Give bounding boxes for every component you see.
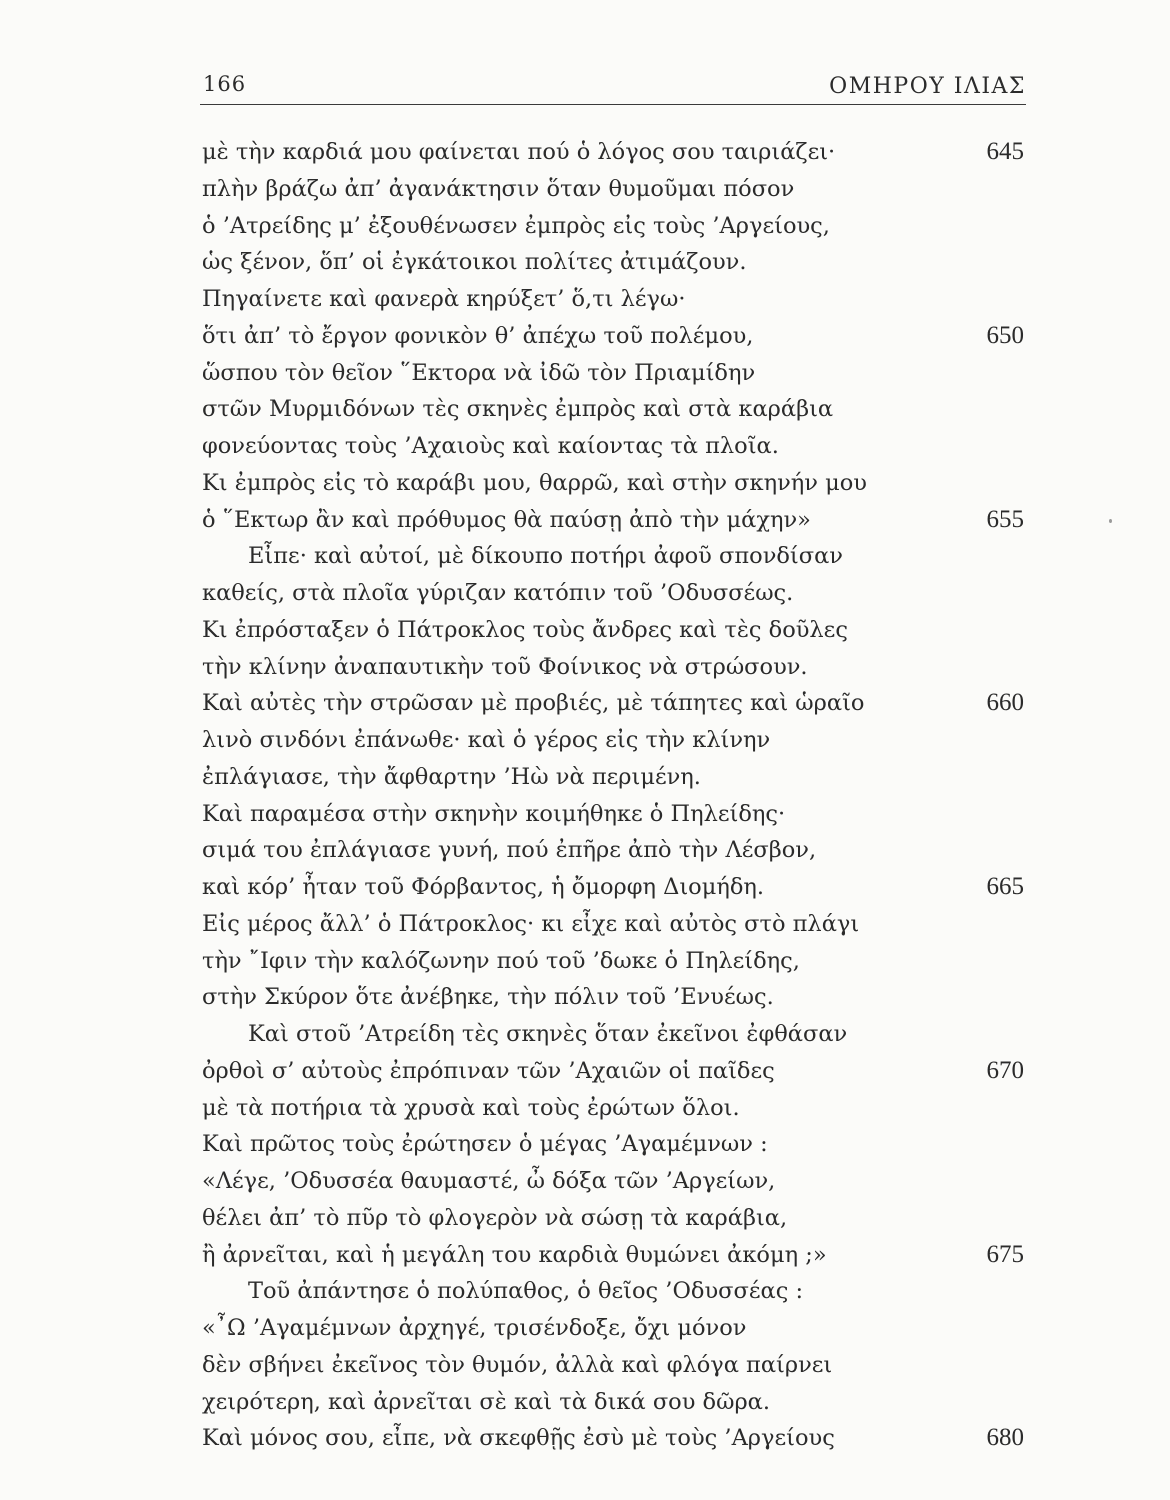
verse-text: θέλει ἀπ’ τὸ πῦρ τὸ φλογερὸν νὰ σώσῃ τὰ καράβια, <box>202 1204 788 1231</box>
verse-line <box>202 612 1026 649</box>
verse-text: τὴν κλίνην ἀναπαυτικὴν τοῦ Φοίνικος νὰ στρώσουν. <box>202 653 808 680</box>
verse-line <box>202 979 1026 1016</box>
verse-text: μὲ τὰ ποτήρια τὰ χρυσὰ καὶ τοὺς ἐρώτων ὅλοι. <box>202 1094 740 1121</box>
verse-line <box>202 1347 1026 1384</box>
verse-text: ἐπλάγιασε, τὴν ἄφθαρτην ’Ηὼ νὰ περιμένη. <box>202 763 701 790</box>
verse-text: Τοῦ ἀπάντησε ὁ πολύπαθος, ὁ θεῖος ’Οδυσσέας : <box>248 1278 804 1305</box>
verse-line <box>202 906 1026 943</box>
verse-text: τὴν ῎Ιφιν τὴν καλόζωνην πού τοῦ ’δωκε ὁ Πηλείδης, <box>202 947 800 974</box>
verse-line <box>202 428 1026 465</box>
verse-text: Καὶ παραμέσα στὴν σκηνὴν κοιμήθηκε ὁ Πηλείδης· <box>202 800 786 827</box>
verse-number: 680 <box>986 1424 1024 1452</box>
verse-text: καὶ κόρ’ ἦταν τοῦ Φόρβαντος, ἡ ὄμορφη Διομήδη. <box>202 874 765 900</box>
verse-text: ὁ ’Ατρείδης μ’ ἐξουθένωσεν ἐμπρὸς εἰς τοὺς ’Αργείους, <box>202 212 830 239</box>
verse-line <box>202 796 1026 833</box>
verse-text: ὀρθοὶ σ’ αὐτοὺς ἐπρόπιναν τῶν ’Αχαιῶν οἱ παῖδες <box>202 1057 775 1084</box>
verse-line <box>202 1053 1026 1090</box>
verse-text: Καὶ αὐτὲς τὴν στρῶσαν μὲ προβιές, μὲ τάπητες καὶ ὡραῖο <box>202 690 865 717</box>
verse-line <box>202 244 1026 281</box>
verse-line <box>202 281 1026 318</box>
verse-line <box>202 1016 1026 1053</box>
verse-text: χειρότερη, καὶ ἀρνεῖται σὲ καὶ τὰ δικά σου δῶρα. <box>202 1388 771 1415</box>
verse-text: Καὶ μόνος σου, εἶπε, νὰ σκεφθῇς ἐσὺ μὲ τοὺς ’Αργείους <box>202 1425 835 1452</box>
paper-speck <box>1109 519 1112 523</box>
verse-line <box>202 1310 1026 1347</box>
verse-text: Εἶπε· καὶ αὐτοί, μὲ δίκουπο ποτήρι ἀφοῦ σπονδίσαν <box>248 543 843 570</box>
verse-line <box>202 832 1026 869</box>
verse-number: 655 <box>986 505 1024 533</box>
running-title: ΟΜΗΡΟΥ ΙΛΙΑΣ <box>829 74 1026 99</box>
verse-text: ὁ ῞Εκτωρ ἂν καὶ πρόθυμος θὰ παύσῃ ἀπὸ τὴν μάχην» <box>202 506 811 533</box>
verse-line <box>202 575 1026 612</box>
verse-line <box>202 208 1026 245</box>
verse-text: «῏Ω ’Αγαμέμνων ἀρχηγέ, τρισένδοξε, ὄχι μόνον <box>202 1315 747 1341</box>
verse-line <box>202 171 1026 208</box>
verse-line <box>202 1273 1026 1310</box>
verse-text: πλὴν βράζω ἀπ’ ἀγανάκτησιν ὅταν θυμοῦμαι πόσον <box>202 175 795 202</box>
verse-number: 660 <box>986 689 1024 717</box>
verse-text: «Λέγε, ’Οδυσσέα θαυμαστέ, ὦ δόξα τῶν ’Αργείων, <box>202 1168 776 1194</box>
header-rule <box>200 104 1026 105</box>
verse-text: ὥσπου τὸν θεῖον ῞Εκτορα νὰ ἰδῶ τὸν Πριαμίδην <box>202 359 756 386</box>
verse-text-block <box>202 134 1026 1457</box>
verse-text: ὅτι ἀπ’ τὸ ἔργον φονικὸν θ’ ἀπέχω τοῦ πολέμου, <box>202 322 754 349</box>
verse-text: Κι ἐπρόσταξεν ὁ Πάτροκλος τοὺς ἄνδρες καὶ τὲς δοῦλες <box>202 616 848 643</box>
verse-line <box>202 1237 1026 1274</box>
verse-line <box>202 502 1026 539</box>
verse-text: καθείς, στὰ πλοῖα γύριζαν κατόπιν τοῦ ’Οδυσσέως. <box>202 580 794 606</box>
verse-text: σιμά του ἐπλάγιασε γυνή, πού ἐπῆρε ἀπὸ τὴν Λέσβον, <box>202 837 817 864</box>
verse-text: στὴν Σκύρον ὅτε ἀνέβηκε, τὴν πόλιν τοῦ ’Ενυέως. <box>202 984 774 1011</box>
verse-line <box>202 649 1026 686</box>
verse-line <box>202 722 1026 759</box>
page-number: 166 <box>203 72 247 96</box>
verse-line <box>202 1126 1026 1163</box>
verse-line <box>202 355 1026 392</box>
verse-text: ἢ ἀρνεῖται, καὶ ἡ μεγάλη του καρδιὰ θυμώνει ἀκόμη ;» <box>202 1241 827 1268</box>
verse-number: 650 <box>986 321 1024 349</box>
verse-line <box>202 1384 1026 1421</box>
verse-text: Πηγαίνετε καὶ φανερὰ κηρύξετ’ ὅ,τι λέγω· <box>202 286 686 312</box>
verse-number: 645 <box>986 138 1024 165</box>
verse-number: 670 <box>986 1056 1024 1084</box>
verse-line <box>202 869 1026 906</box>
verse-text: δὲν σβήνει ἐκεῖνος τὸν θυμόν, ἀλλὰ καὶ φλόγα παίρνει <box>202 1351 833 1378</box>
verse-line <box>202 759 1026 796</box>
verse-line <box>202 465 1026 502</box>
verse-text: Καὶ στοῦ ’Ατρείδη τὲς σκηνὲς ὅταν ἐκεῖνοι ἐφθάσαν <box>248 1021 848 1047</box>
verse-line <box>202 1200 1026 1237</box>
verse-text: λινὸ σινδόνι ἐπάνωθε· καὶ ὁ γέρος εἰς τὴν κλίνην <box>202 727 771 753</box>
verse-line <box>202 391 1026 428</box>
verse-text: ὡς ξένον, ὅπ’ οἱ ἐγκάτοικοι πολίτες ἀτιμάζουν. <box>202 249 747 276</box>
verse-line <box>202 1163 1026 1200</box>
verse-line <box>202 943 1026 980</box>
verse-line <box>202 1420 1026 1457</box>
verse-text: στῶν Μυρμιδόνων τὲς σκηνὲς ἐμπρὸς καὶ στὰ καράβια <box>202 396 834 423</box>
verse-text: Καὶ πρῶτος τοὺς ἐρώτησεν ὁ μέγας ’Αγαμέμνων : <box>202 1131 768 1158</box>
verse-line <box>202 134 1026 171</box>
verse-text: μὲ τὴν καρδιά μου φαίνεται πού ὁ λόγος σου ταιριάζει· <box>202 139 836 165</box>
verse-text: φονεύοντας τοὺς ’Αχαιοὺς καὶ καίοντας τὰ πλοῖα. <box>202 433 779 459</box>
verse-number: 665 <box>986 873 1024 900</box>
verse-line <box>202 685 1026 722</box>
verse-line <box>202 1090 1026 1127</box>
verse-line <box>202 318 1026 355</box>
verse-text: Κι ἐμπρὸς εἰς τὸ καράβι μου, θαρρῶ, καὶ στὴν σκηνήν μου <box>202 469 867 496</box>
verse-number: 675 <box>986 1240 1024 1268</box>
verse-text: Εἰς μέρος ἄλλ’ ὁ Πάτροκλος· κι εἶχε καὶ αὐτὸς στὸ πλάγι <box>202 910 860 937</box>
verse-line <box>202 538 1026 575</box>
page-header <box>200 68 1026 108</box>
